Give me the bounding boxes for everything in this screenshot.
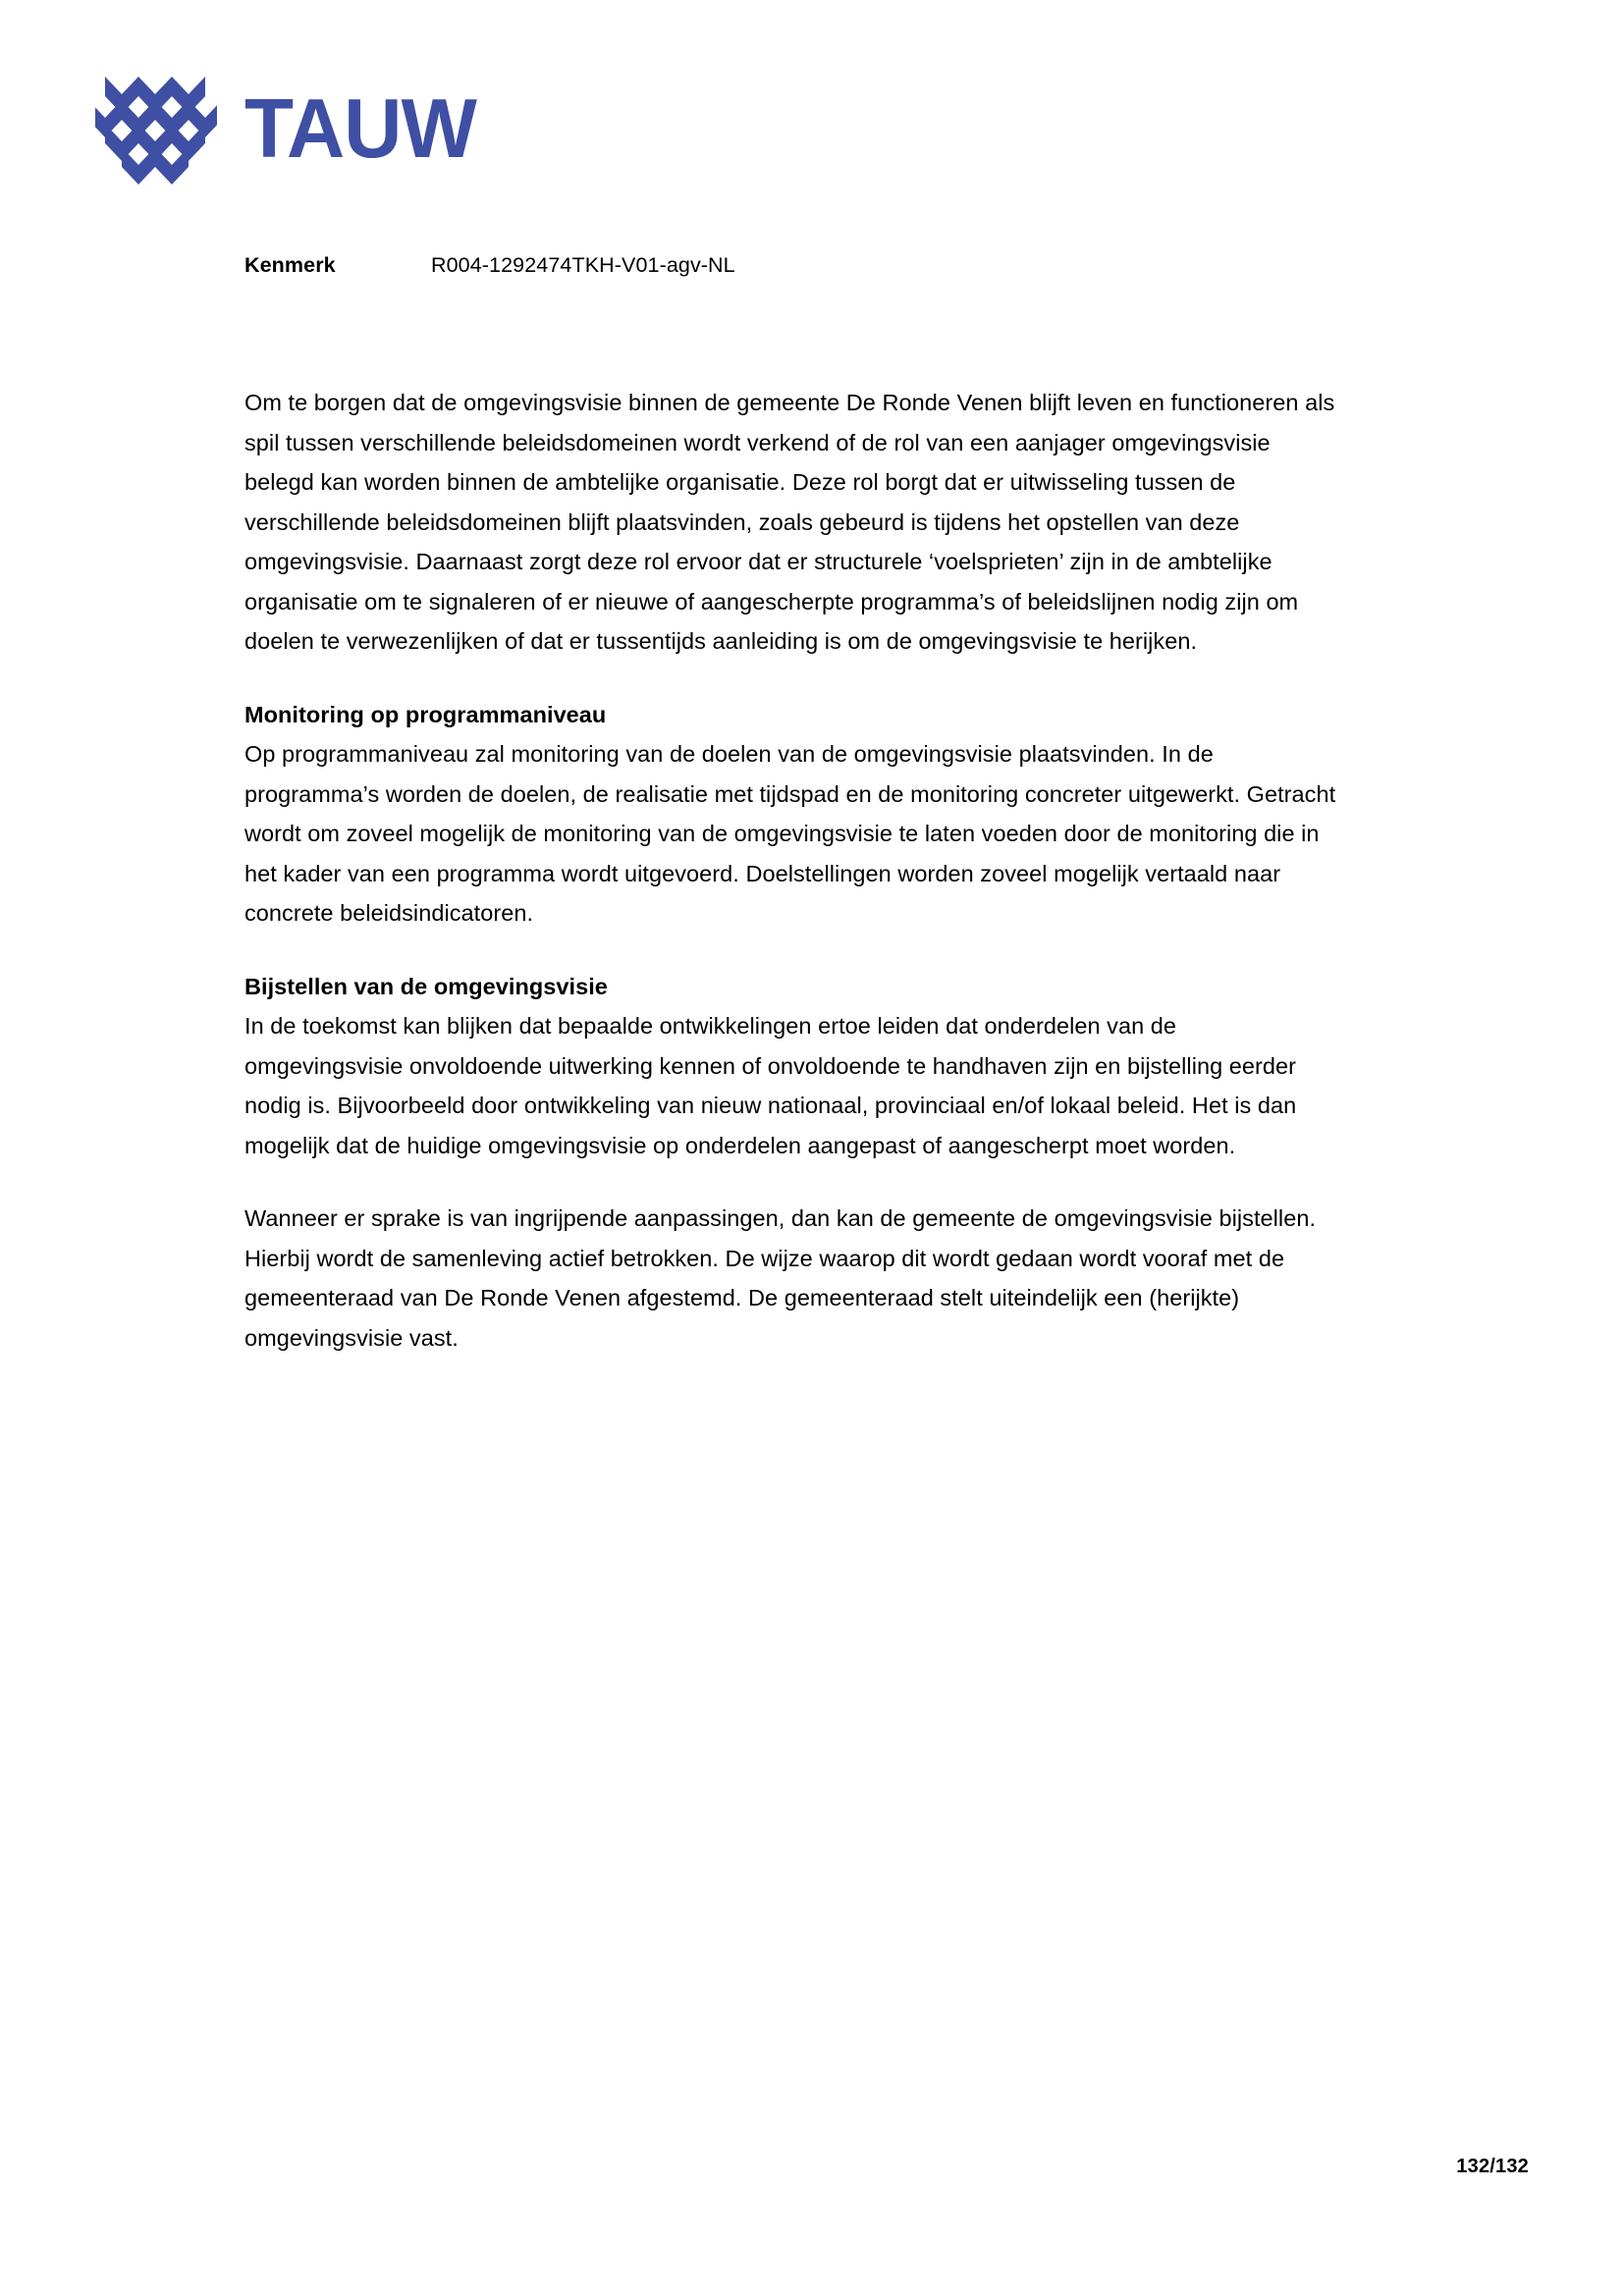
paragraph-ingrijpende-aanpassingen: Wanneer er sprake is van ingrijpende aanpassingen, dan kan de gemeente de omgevingsvisie bijstellen. Hierbij wordt de samenleving actief betrokken. De wijze waarop dit wordt gedaan wordt vooraf met de gemeenteraad van De Ronde Venen afgestemd. De gemeenteraad stelt uiteindelijk een (herijkte) omgevingsvisie vast. [244,1205,1317,1351]
kenmerk-value: R004-1292474TKH-V01-agv-NL [431,253,735,277]
heading-bijstellen-van-de-omgevingsvisie: Bijstellen van de omgevingsvisie [244,973,608,999]
tauw-wordmark: TAUW [244,82,476,176]
document-body [244,383,1339,1391]
heading-monitoring-op-programmaniveau: Monitoring op programmaniveau [244,701,607,727]
kenmerk-row [244,253,735,278]
paragraph-borging: Om te borgen dat de omgevingsvisie binnen de gemeente De Ronde Venen blijft leven en functioneren als spil tussen verschillende beleidsdomeinen wordt verkend of de rol van een aanjager omgevingsvisie belegd kan worden binnen de ambtelijke organisatie. Deze rol borgt dat er uitwisseling tussen de verschillende beleidsdomeinen blijft plaatsvinden, zoals gebeurd is tijdens het opstellen van deze omgevingsvisie. Daarnaast zorgt deze rol ervoor dat er structurele ‘voelsprieten’ zijn in de ambtelijke organisatie om te signaleren of er nieuwe of aangescherpte programma’s of beleidslijnen nodig zijn om doelen te verwezenlijken of dat er tussentijds aanleiding is om de omgevingsvisie te herijken. [244,390,1335,654]
tauw-lattice-logo-icon [95,75,217,185]
page-number: 132/132 [1456,2156,1529,2177]
tauw-logo [95,75,476,185]
paragraph-bijstellen: In de toekomst kan blijken dat bepaalde ontwikkelingen ertoe leiden dat onderdelen van de omgevingsvisie onvoldoende uitwerking kennen of onvoldoende te handhaven zijn en bijstelling eerder nodig is. Bijvoorbeeld door ontwikkeling van nieuw nationaal, provinciaal en/of lokaal beleid. Het is dan mogelijk dat de huidige omgevingsvisie op onderdelen aangepast of aangescherpt moet worden. [244,1013,1297,1158]
paragraph-monitoring: Op programmaniveau zal monitoring van de doelen van de omgevingsvisie plaatsvinden. In de programma’s worden de doelen, de realisatie met tijdspad en de monitoring concreter uitgewerkt. Getracht wordt om zoveel mogelijk de monitoring van de omgevingsvisie te laten voeden door de monitoring die in het kader van een programma wordt uitgevoerd. Doelstellingen worden zoveel mogelijk vertaald naar concrete beleidsindicatoren. [244,741,1336,926]
kenmerk-label: Kenmerk [244,253,336,277]
